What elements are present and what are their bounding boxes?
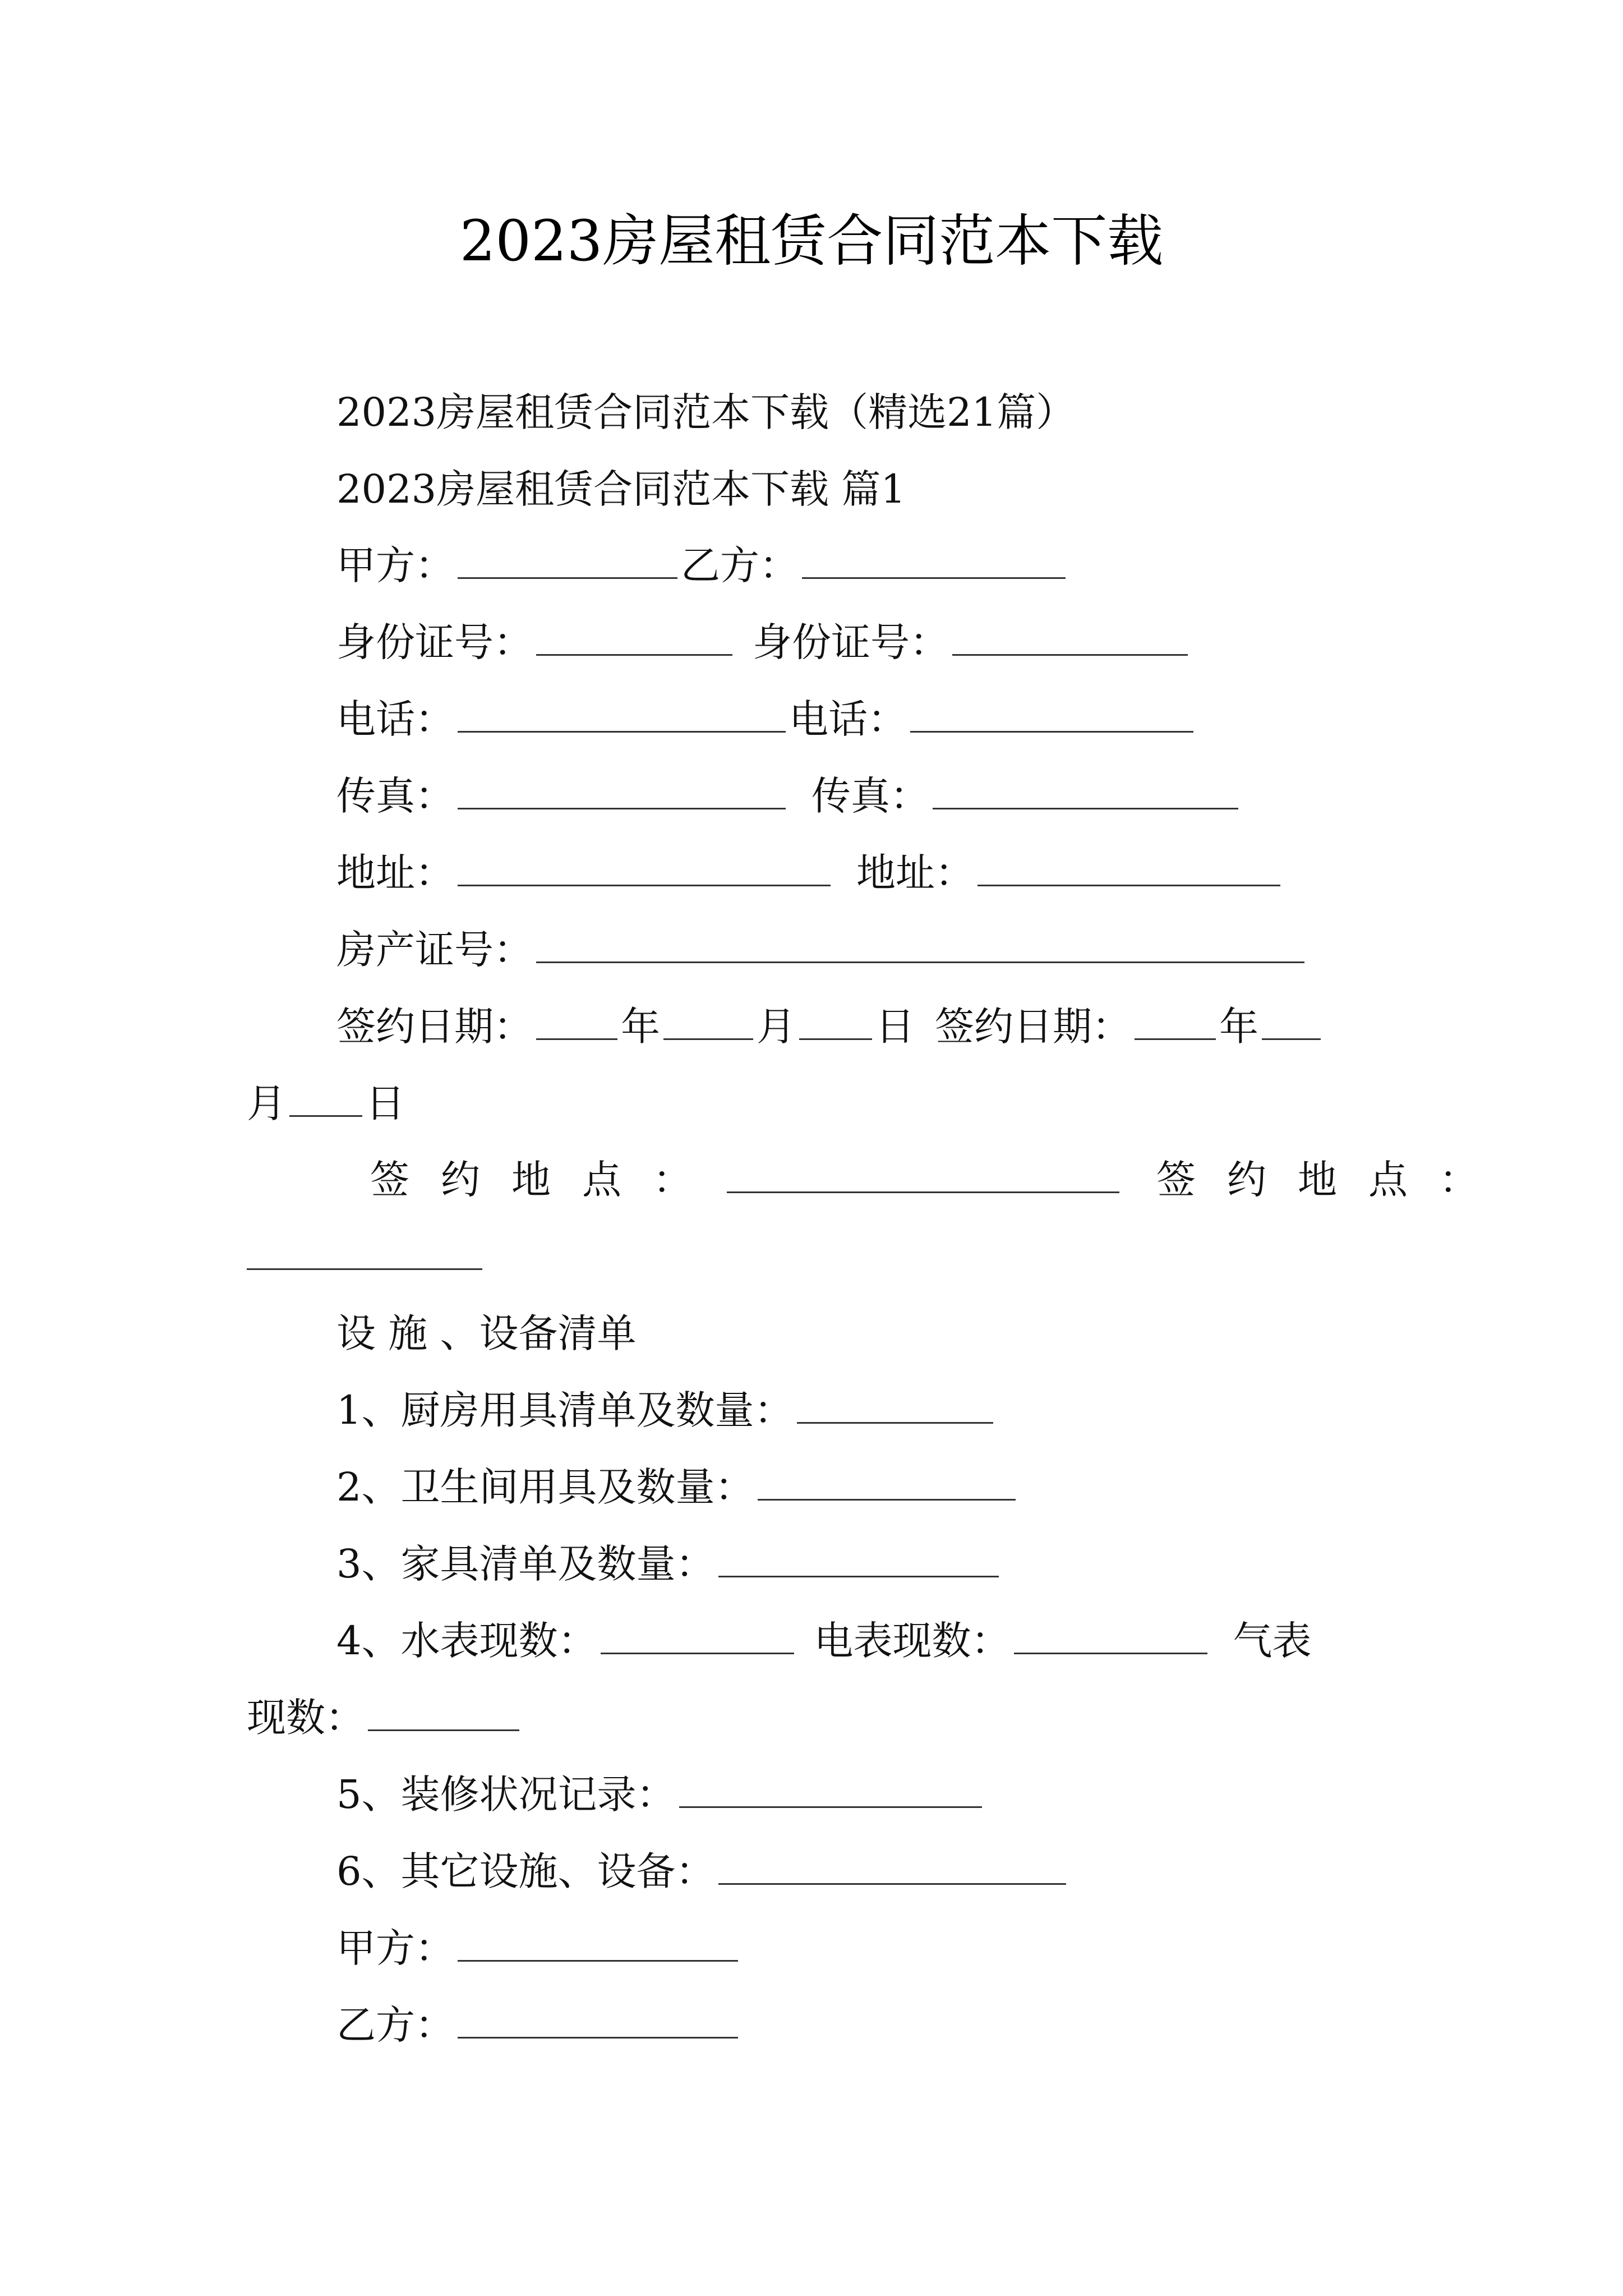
party-b-year-field[interactable] [1135, 1004, 1216, 1040]
bathroom-label: 2、卫生间用具及数量： [336, 1464, 754, 1510]
facility-item-furniture [336, 1536, 1002, 1592]
document-subtitle: 2023房屋租赁合同范本下载（精选21篇） [336, 389, 1076, 435]
party-b-sign-date-label: 签约日期： [935, 1004, 1131, 1050]
party-b-fax-label: 传真： [811, 773, 929, 819]
document-title: 2023房屋租赁合同范本下载 [459, 208, 1164, 274]
party-a-id-field[interactable] [536, 619, 732, 656]
party-b-id-field[interactable] [952, 619, 1188, 656]
party-b-sign-place-label: 签约地点： [1156, 1157, 1510, 1203]
party-a-year-field[interactable] [536, 1004, 617, 1040]
sign-place-row [370, 1152, 1510, 1208]
facilities-heading: 设 施 、设备清单 [336, 1310, 637, 1356]
facility-item-bathroom [336, 1459, 1019, 1515]
id-number-row [336, 614, 1191, 670]
day-label: 日 [366, 1080, 405, 1126]
furniture-field[interactable] [718, 1541, 999, 1577]
other-facilities-field[interactable] [718, 1848, 1066, 1885]
signature-party-b-label: 乙方： [336, 2002, 454, 2048]
property-cert-label: 房产证号： [336, 927, 533, 973]
phone-row [336, 691, 1197, 747]
party-a-sign-place-field[interactable] [727, 1157, 1119, 1193]
party-a-phone-label: 电话： [336, 696, 454, 742]
party-a-day-field[interactable] [799, 1004, 872, 1040]
year-label: 年 [621, 1004, 660, 1050]
party-b-day-field[interactable] [289, 1080, 362, 1117]
year-label: 年 [1219, 1004, 1258, 1050]
electric-meter-field[interactable] [1014, 1618, 1207, 1654]
party-a-fax-field[interactable] [458, 773, 786, 809]
party-b-sign-place-field[interactable] [247, 1234, 482, 1270]
facility-item-kitchen [336, 1382, 997, 1438]
facility-item-meters-continued [247, 1690, 523, 1746]
signature-party-b-field[interactable] [458, 2002, 738, 2039]
party-b-fax-field[interactable] [933, 773, 1238, 809]
property-cert-row [336, 922, 1308, 978]
party-a-field[interactable] [458, 542, 677, 579]
signature-party-b [336, 1997, 741, 2053]
electric-meter-label: 电表现数： [814, 1618, 1011, 1664]
decoration-field[interactable] [679, 1772, 982, 1808]
other-facilities-label: 6、其它设施、设备： [336, 1848, 715, 1894]
party-a-sign-date-label: 签约日期： [336, 1004, 533, 1050]
furniture-label: 3、家具清单及数量： [336, 1541, 715, 1587]
facility-item-meters [336, 1613, 1312, 1669]
party-a-label: 甲方： [336, 542, 454, 588]
water-meter-label: 4、水表现数： [336, 1618, 597, 1664]
decoration-label: 5、装修状况记录： [336, 1772, 676, 1818]
property-cert-field[interactable] [536, 927, 1304, 963]
sign-place-row-continued [247, 1228, 486, 1285]
party-a-sign-place-label: 签约地点： [370, 1157, 723, 1203]
party-a-fax-label: 传真： [336, 773, 454, 819]
gas-meter-label-continued: 现数： [247, 1695, 365, 1741]
party-a-month-field[interactable] [663, 1004, 753, 1040]
party-a-address-field[interactable] [458, 850, 831, 886]
bathroom-field[interactable] [758, 1464, 1016, 1501]
party-b-phone-label: 电话： [789, 696, 907, 742]
party-row [336, 537, 1069, 593]
signature-party-a-field[interactable] [458, 1925, 738, 1962]
kitchen-label: 1、厨房用具清单及数量： [336, 1387, 794, 1433]
facility-item-other [336, 1843, 1069, 1899]
sign-date-row [336, 999, 1324, 1055]
party-a-address-label: 地址： [336, 850, 454, 896]
party-b-month-field-part1[interactable] [1262, 1004, 1321, 1040]
month-label: 月 [757, 1004, 796, 1050]
water-meter-field[interactable] [601, 1618, 794, 1654]
day-label: 日 [875, 1004, 915, 1050]
gas-meter-field[interactable] [368, 1695, 519, 1731]
party-b-phone-field[interactable] [910, 696, 1193, 733]
signature-party-a [336, 1920, 741, 1976]
gas-meter-label: 气表 [1233, 1618, 1312, 1664]
party-b-id-label: 身份证号： [753, 619, 949, 665]
section-heading: 2023房屋租赁合同范本下载 篇1 [336, 466, 906, 512]
sign-date-row-continued [247, 1075, 405, 1131]
party-b-field[interactable] [802, 542, 1066, 579]
month-label: 月 [247, 1080, 286, 1126]
fax-row [336, 768, 1242, 824]
party-a-phone-field[interactable] [458, 696, 786, 733]
facility-item-decoration [336, 1766, 985, 1823]
party-b-label: 乙方： [681, 542, 799, 588]
kitchen-field[interactable] [797, 1387, 993, 1424]
signature-party-a-label: 甲方： [336, 1925, 454, 1971]
party-b-address-label: 地址： [856, 850, 974, 896]
party-b-address-field[interactable] [978, 850, 1280, 886]
address-row [336, 845, 1284, 901]
party-a-id-label: 身份证号： [336, 619, 533, 665]
